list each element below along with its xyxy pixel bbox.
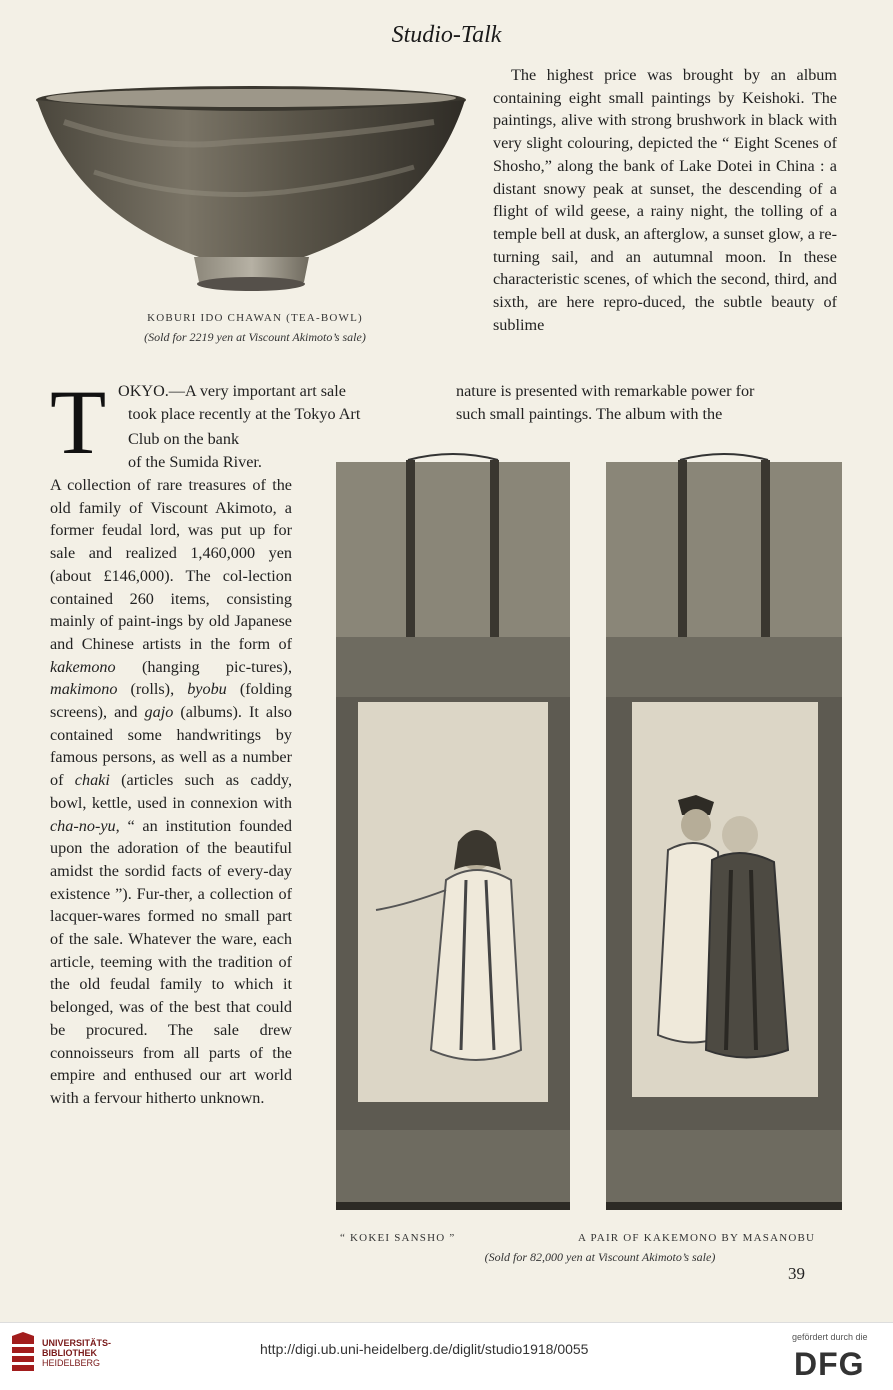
term-chaki: chaki	[74, 771, 110, 790]
tea-bowl-image	[34, 82, 469, 302]
wide-line-2: nature is presented with remarkable power for	[456, 382, 755, 400]
right-column-top	[493, 64, 837, 336]
body-c: (rolls),	[117, 680, 188, 699]
term-byobu: byobu	[187, 680, 227, 699]
wide-line-4: such small paintings. The album with the	[456, 405, 723, 423]
running-title: Studio-Talk	[391, 22, 502, 48]
library-line-3: HEIDELBERG	[42, 1358, 101, 1368]
caption-scroll-sold: (Sold for 82,000 yen at Viscount Akimoto’s sale)	[484, 1250, 716, 1264]
wide-line-3: took place recently at the Tokyo Art	[128, 405, 361, 423]
body-b: (hanging pic-tures),	[115, 657, 292, 676]
term-cha-no-yu: cha-no-yu,	[50, 816, 120, 835]
term-kakemono: kakemono	[50, 657, 116, 676]
left-column-body	[50, 474, 292, 1110]
library-line-1: UNIVERSITÄTS-	[42, 1338, 112, 1348]
term-gajo: gajo	[144, 703, 174, 722]
library-line-2: BIBLIOTHEK	[42, 1348, 97, 1358]
left-line-club: Club on the bank	[128, 430, 240, 448]
term-makimono: makimono	[50, 680, 118, 699]
scroll-kokei-sansho-image	[336, 450, 570, 1210]
wide-line-1: OKYO.—A very important art sale	[118, 382, 346, 400]
university-library-logo-icon	[10, 1330, 36, 1374]
body-a: A collection of rare treasures of the old family of Viscount Akimoto, a former feudal lord, was put up for sale and realized 1,460,000 yen (about £146,000). The col-lection contained 260 items, consisting mainly of paint-ings by old Japanese and Chinese artists in the form of	[50, 476, 292, 653]
drop-cap: T	[50, 371, 107, 473]
caption-pair-kakemono: A PAIR OF KAKEMONO BY MASANOBU	[578, 1232, 816, 1244]
source-url-link[interactable]: http://digi.ub.uni-heidelberg.de/diglit/studio1918/0055	[260, 1341, 589, 1357]
bowl-caption-sold: (Sold for 2219 yen at Viscount Akimoto’s sale)	[144, 330, 366, 344]
funding-label: gefördert durch die	[792, 1332, 868, 1342]
page-number: 39	[788, 1264, 805, 1283]
library-name	[42, 1338, 111, 1368]
caption-kokei-sansho: “ KOKEI SANSHO ”	[340, 1232, 456, 1244]
bowl-caption-title: KOBURI IDO CHAWAN (TEA-BOWL)	[147, 312, 363, 324]
dfg-logo: DFG	[794, 1346, 865, 1382]
body-f: (articles such as caddy, bowl, kettle, used in connexion with	[50, 771, 293, 812]
paragraph-keishoki: The highest price was brought by an album containing eight small paintings by Keishoki. The paintings, alive with strong brushwork in black with very slight colouring, depicted the “ Eight Scenes of Shosho,” along the bank of Lake Dotei in China : a distant snowy peak at sunset, the descending of a flight of wild geese, a rainy night, the tolling of a temple bell at dusk, an afterglow, a sunset glow, a re-turning sail, and an autumnal moon. In these characteristic scenes, of which the second, third, and sixth, are here repro-duced, the subtle beauty of sublime	[493, 66, 837, 334]
left-line-sumida: of the Sumida River.	[128, 452, 262, 471]
body-g: “ an institution founded upon the adoration of the beautiful amidst the sordid facts of every-day existence ”). Fur-ther, a collection of lacquer-wares formed no small part of the sale. Whatever the ware, each article, teeming with the tradition of the old feudal family to which it belonged, was of the best that could be procured. The sale drew connoisseurs from all parts of the empire and enthused our art world with a fervour hitherto unknown.	[50, 816, 292, 1107]
body-d: (folding screens), and	[50, 680, 292, 722]
body-e: (albums). It also contained some handwritings by famous persons, as well as a number of	[50, 703, 292, 790]
scroll-masanobu-image	[606, 450, 842, 1210]
